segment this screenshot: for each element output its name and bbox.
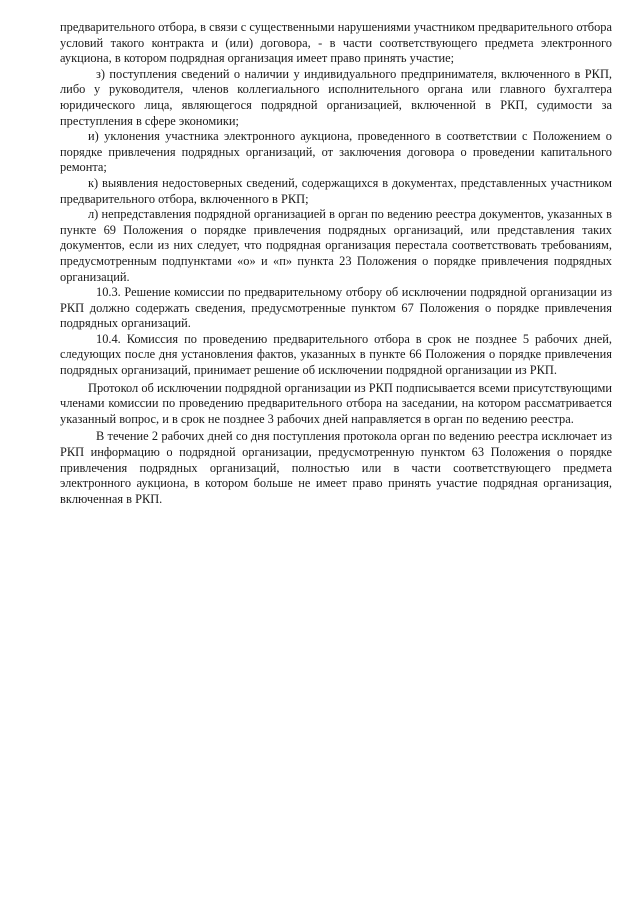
paragraph-protocol: Протокол об исключении подрядной организации из РКП подписывается всеми присутствующими членами комиссии по проведению предварительного отбора на заседании, на котором рассматривается указанный вопрос, и в срок не позднее 3 рабочих дней направляется в орган по ведению реестра.	[60, 380, 612, 426]
paragraph-10-3: 10.3. Решение комиссии по предварительному отбору об исключении подрядной организации из РКП должно содержать сведения, предусмотренные пунктом 67 Положения о порядке привлечения подрядных организаций.	[60, 285, 612, 331]
paragraph-registry-exclusion: В течение 2 рабочих дней со дня поступления протокола орган по ведению реестра исключает из РКП информацию о подрядной организации, предусмотренную пунктом 63 Положения о порядке привлечения подрядных организаций, полностью или в части соответствующего предмета электронного аукциона, в котором больше не имеет право принять участие подрядная организация, включенная в РКП.	[60, 429, 612, 506]
paragraph-10-4: 10.4. Комиссия по проведению предварительного отбора в срок не позднее 5 рабочих дней, следующих после дня установления фактов, указанных в пункте 66 Положения о порядке привлечения подрядных организаций, принимает решение об исключении подрядной организации из РКП.	[60, 331, 612, 378]
paragraph-item-k: к) выявления недостоверных сведений, содержащихся в документах, представленных участником предварительного отбора, включенного в РКП;	[60, 175, 612, 206]
paragraph-continuation: предварительного отбора, в связи с существенными нарушениями участником предварительного отбора условий такого контракта и (или) договора, - в части соответствующего предмета электронного аукциона, в котором подрядная организация имеет право принять участие;	[60, 20, 612, 66]
paragraph-item-z: з) поступления сведений о наличии у индивидуального предпринимателя, включенного в РКП, либо у руководителя, членов коллегиального исполнительного органа или главного бухгалтера юридического лица, являющегося подрядной организацией, включенной в РКП, судимости за преступления в сфере экономики;	[60, 66, 612, 128]
document-page	[60, 20, 612, 507]
paragraph-item-i: и) уклонения участника электронного аукциона, проведенного в соответствии с Положением о порядке привлечения подрядных организаций, от заключения договора о проведении капитального ремонта;	[60, 129, 612, 175]
paragraph-item-l: л) непредставления подрядной организацией в орган по ведению реестра документов, указанных в пункте 69 Положения о порядке привлечения подрядных организаций, или представления таких документов, если из них следует, что подрядная организация перестала соответствовать требованиям, предусмотренным подпунктами «о» и «п» пункта 23 Положения о порядке привлечения подрядных организаций.	[60, 207, 612, 284]
